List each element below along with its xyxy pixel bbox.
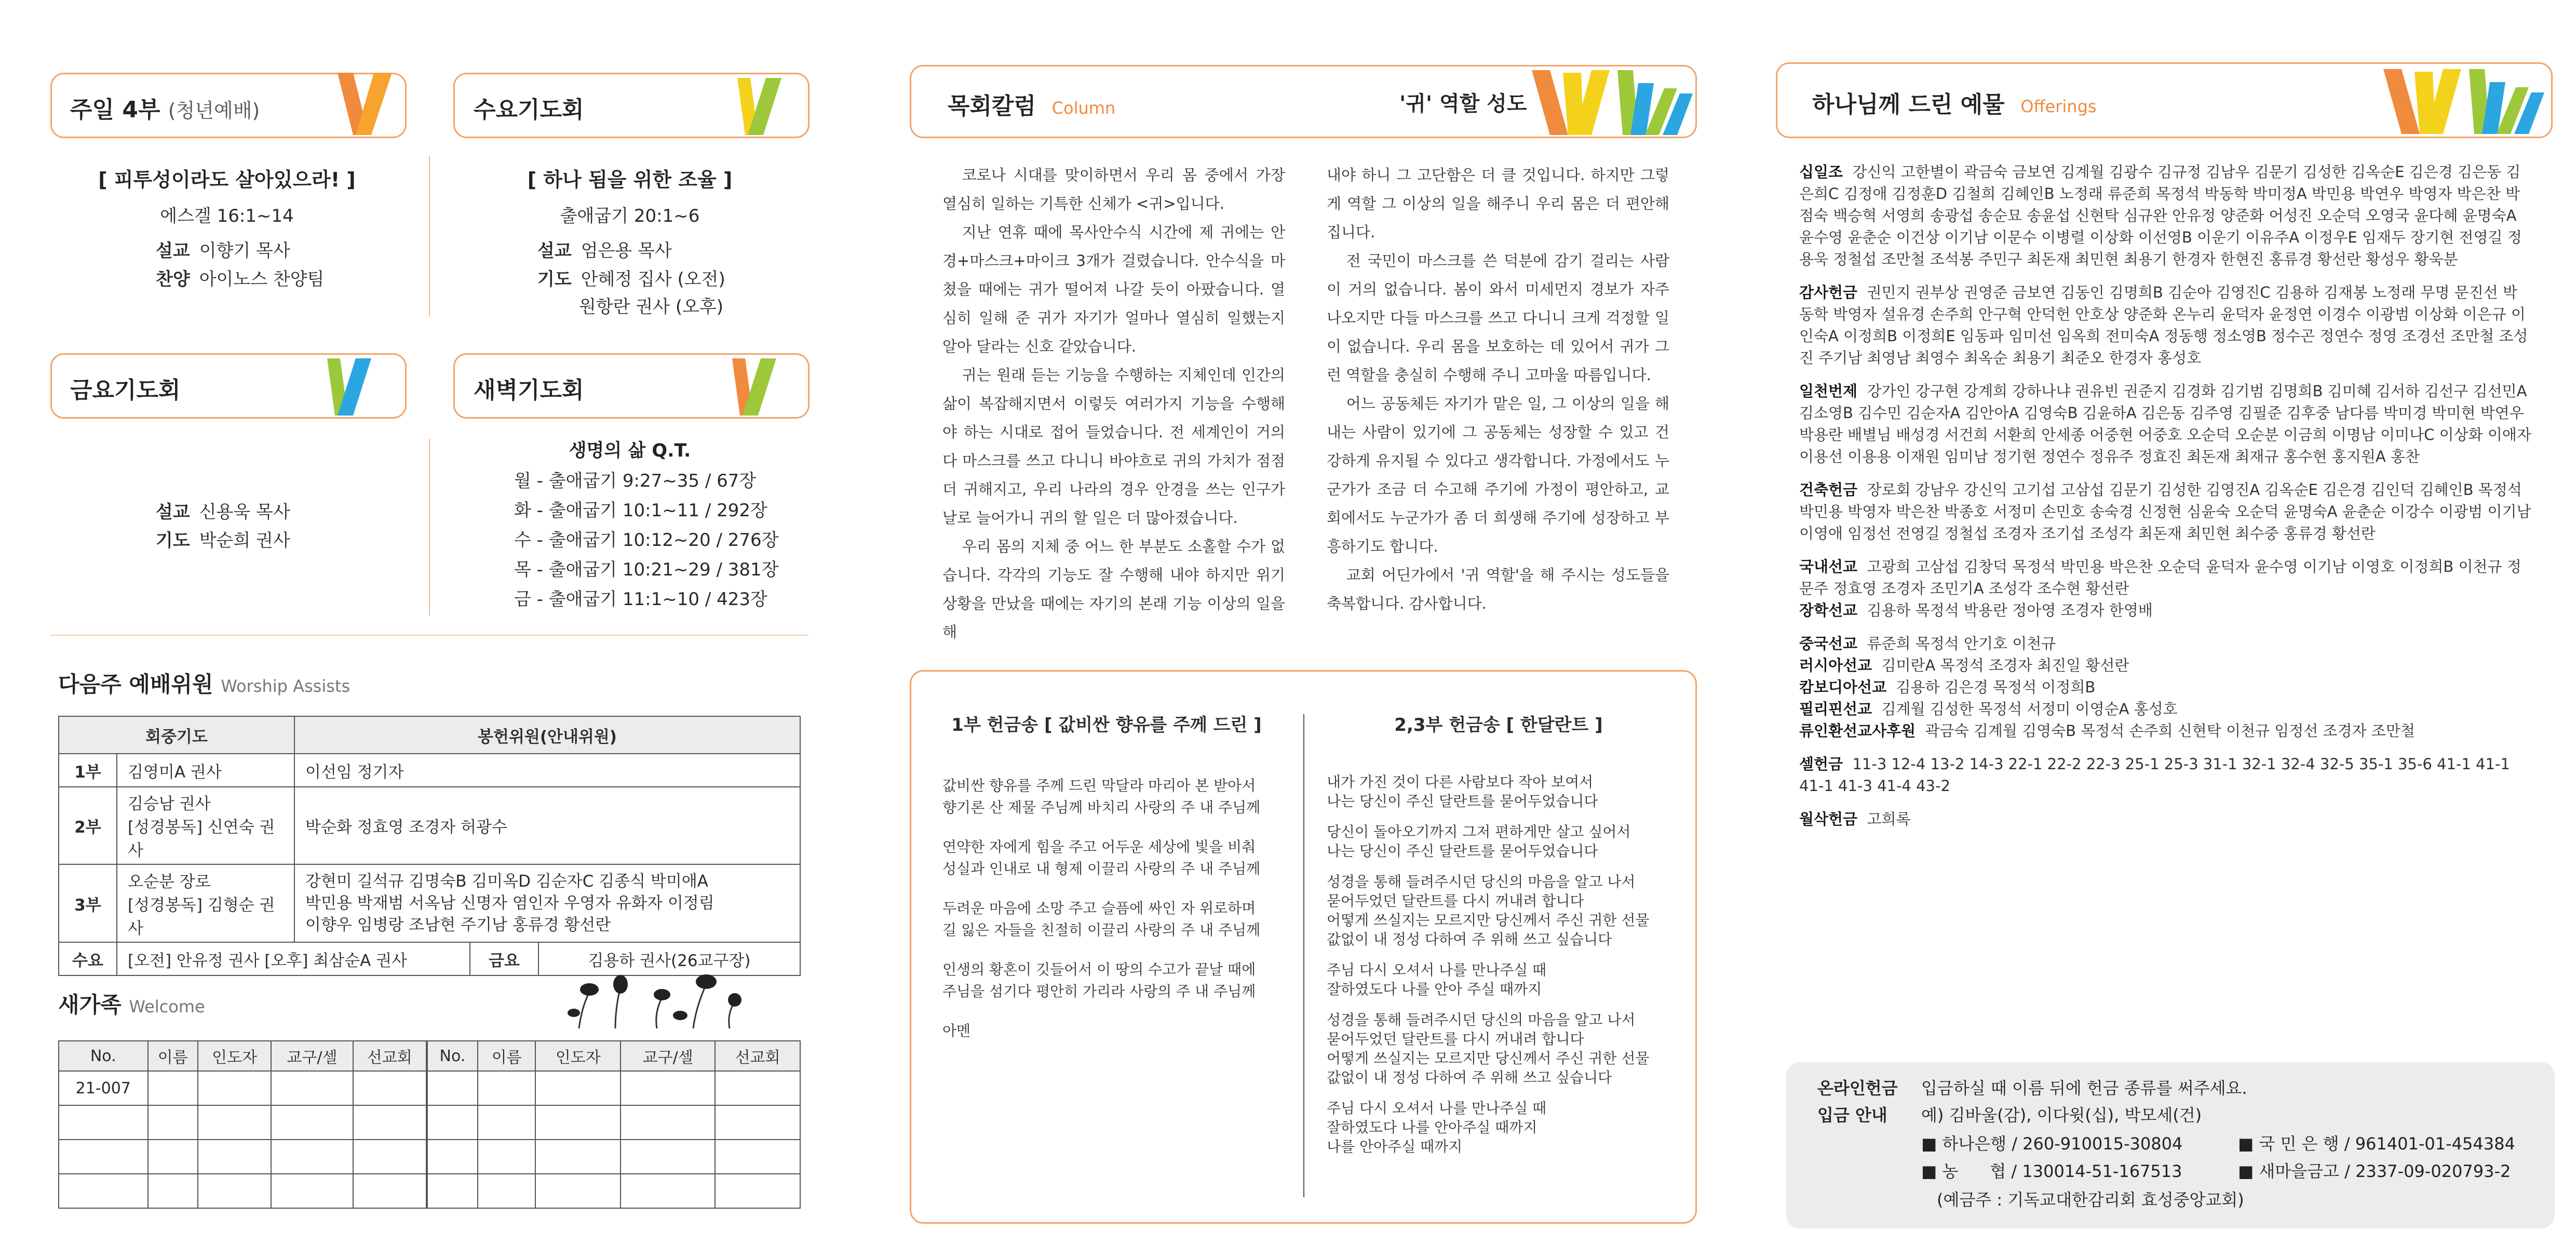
sunday-preacher: 설교 이향기 목사 (156, 240, 290, 261)
offering-entry: 셀헌금 11-3 12-4 13-2 14-3 22-1 22-2 22-3 25-1 25-3 31-1 32-1 32-4 32-5 35-1 35-6 41-1 41-1 41-1 41-3 41-4 43-2 (1799, 755, 2510, 795)
divider (50, 635, 808, 636)
online-label: 온라인헌금 (1817, 1078, 1898, 1098)
wednesday-scripture: 출애굽기 20:1~6 (560, 206, 700, 226)
table-row (427, 1140, 800, 1174)
qt-line: 목 - 출애굽기 10:21~29 / 381장 (514, 559, 779, 580)
sunday-choir: 찬양 아이노스 찬양팀 (156, 269, 325, 290)
wednesday-title: 수요기도회 (474, 97, 584, 123)
offering-entry: 중국선교 류준희 목정석 안기호 이천규 (1799, 635, 2056, 652)
bank-account: ■ 농 협 / 130014-51-167513 (1921, 1161, 2182, 1181)
table-row (59, 1140, 426, 1174)
worship-assists-title: 다음주 예배위원 Worship Assists (58, 672, 350, 697)
table-row (59, 1105, 426, 1140)
welcome-table-left: No. 이름 인도자 교구/셀 선교회 21-007 (58, 1040, 427, 1209)
hymn2-title: 2,3부 헌금송 [ 한달란트 ] (1394, 715, 1603, 735)
table-row (427, 1071, 800, 1105)
stripe-logo-icon (332, 73, 405, 138)
column-title: 목회칼럼 Column (948, 93, 1116, 119)
stripe-logo-icon (2378, 61, 2550, 137)
bank-account: ■ 하나은행 / 260-910015-30804 (1921, 1134, 2183, 1154)
table-row: 2부 김승남 권사 [성경봉독] 신연숙 권사 박순화 정효영 조경자 허광수 (59, 787, 800, 864)
offering-entry: 감사헌금 권민지 권부상 권영준 금보연 김동인 김명희B 김순아 김영진C 김용하 김재봉 노정래 무명 문진선 박동학 박영자 설유경 손주희 안구혁 안덕헌 안호상 양준화 온누리 윤덕자 윤정연 이경수 이광범 이상화 이은규 이인숙A 이정희B 이정희E 임동파 임미선 임옥희 전미숙A 정동행 정소영B 정수곤 정연수 정영 조경선 조만철 조성진 주기남 최영남 최영수 최옥순 최용기 최준오 한경자 홍성호 (1799, 284, 2528, 367)
sunday-scripture: 에스겔 16:1~14 (160, 206, 294, 226)
wednesday-sermon-title: [ 하나 됨을 위한 조율 ] (527, 168, 733, 191)
offering-entry: 필리핀선교 김계월 김성한 목정석 서정미 이영순A 홍성호 (1799, 700, 2178, 718)
offering-entry: 러시아선교 김미란A 목정석 조경자 최진일 황선란 (1799, 657, 2129, 674)
online-instruction: 입금하실 때 이름 뒤에 헌금 종류를 써주세요. (1921, 1078, 2247, 1098)
worship-assists-table (58, 716, 801, 976)
qt-line: 금 - 출애굽기 11:1~10 / 423장 (514, 589, 767, 610)
account-holder: (예금주 : 기독교대한감리회 효성중앙교회) (1937, 1190, 2244, 1210)
bank-account: ■ 국 민 은 행 / 961401-01-454384 (2238, 1134, 2515, 1154)
table-row (59, 1071, 426, 1105)
col-header: 회중기도 (59, 716, 294, 754)
dawn-title: 새벽기도회 (474, 377, 584, 404)
table-row (59, 1174, 426, 1208)
divider (429, 156, 430, 317)
table-row: 1부 김영미A 권사 이선임 정기자 (59, 754, 800, 787)
welcome-table-right: No. 이름 인도자 교구/셀 선교회 (427, 1040, 801, 1209)
qt-line: 월 - 출애굽기 9:27~35 / 67장 (514, 471, 757, 491)
col-header: 봉헌위원(안내위원) (294, 716, 800, 754)
deposit-label: 입금 안내 (1817, 1105, 1887, 1125)
friday-prayer: 기도 박순희 권사 (156, 530, 290, 551)
bank-account: ■ 새마을금고 / 2337-09-020793-2 (2238, 1161, 2511, 1181)
qt-line: 화 - 출애굽기 10:1~11 / 292장 (514, 500, 767, 521)
stripe-logo-icon (317, 353, 384, 418)
stripe-logo-icon (727, 73, 794, 138)
divider (429, 439, 430, 615)
dawn-qt-list (514, 466, 778, 614)
welcome-title: 새가족 Welcome (58, 992, 205, 1018)
offering-entry: 류인환선교사후원 곽금숙 김계월 김영숙B 목정석 손주희 신현탁 이천규 임정선 조경자 조만철 (1799, 722, 2415, 740)
dawn-qt-title: 생명의 삶 Q.T. (569, 440, 691, 461)
table-row (427, 1105, 800, 1140)
wednesday-prayer2: 원항란 권사 (오후) (579, 297, 724, 317)
column-right-text: 내야 하니 그 고단함은 더 클 것입니다. 하지만 그렇게 역할 그 이상의 일을 해주니 우리 몸은 더 편안해집니다. 전 국민이 마스크를 쓴 덕분에 감기 걸리는 사람이 거의 없습니다. 봄이 와서 미세먼지 경보가 자주 나오지만 다들 마스크를 쓰고 다니니 크게 걱정할 일이 없습니다. 우리 몸을 보호하는 데 있어서 귀가 그런 역할을 충실히 수행해 주니 고마울 따름입니다. 어느 공동체든 자기가 맡은 일, 그 이상의 일을 해내는 사람이 있기에 그 공동체는 성장할 수 있고 건강하게 유지될 수 있다고 생각합니다. 가정에서도 누군가가 조금 더 수고해 주기에 가정이 평안하고, 교회에서도 누군가가 좀 더 희생해 주기에 성장하고 부흥하기도 합니다. 교회 어딘가에서 '귀 역할'을 해 주시는 성도들을 축복합니다. 감사합니다. (1327, 166, 1669, 612)
stripe-logo-icon (722, 353, 789, 418)
hymn1-title: 1부 헌금송 [ 값비싼 향유를 주께 드린 ] (951, 715, 1262, 735)
wednesday-preacher: 설교 엄은용 목사 (537, 240, 672, 261)
table-row: 수요 [오전] 안유정 권사 [오후] 최삼순A 권사 금요 김용하 권사(26교구장) (59, 942, 800, 975)
offering-entry: 건축헌금 장로회 강남우 강신익 고기섭 고삼섭 김문기 김성한 김영진A 김옥순E 김은경 김인덕 김혜인B 목정석 박민용 박영자 박은찬 박종호 서정미 손민호 송숙경 신정현 심윤숙 오순덕 윤명숙A 윤춘순 이강수 이광범 이기남 이영애 임정선 전영길 정철섭 조경자 조기섭 조성각 최돈재 최민현 최수중 홍류경 황선란 (1799, 481, 2531, 542)
friday-title: 금요기도회 (70, 377, 181, 404)
sunday-title: 주일 4부 (청년예배) (70, 97, 260, 123)
online-example: 예) 김바울(감), 이다윗(십), 박모세(건) (1921, 1105, 2202, 1125)
wednesday-prayer: 기도 안혜정 집사 (오전) (537, 269, 725, 290)
welcome-no: 21-007 (59, 1071, 148, 1105)
table-row: 3부 오순분 장로 [성경봉독] 김형순 권사 강현미 길석규 김명숙B 김미옥D 김순자C 김종식 박미애A 박민용 박재범 서옥남 신명자 염인자 우영자 유화자 이정림 이향우 임병랑 조남현 주기남 홍류경 황선란 (59, 864, 800, 942)
qt-line: 수 - 출애굽기 10:12~20 / 276장 (514, 530, 779, 551)
friday-preacher: 설교 신용욱 목사 (156, 502, 290, 523)
offering-entry: 일천번제 강가인 강구현 강계희 강하나냐 권유빈 권준지 김경화 김기범 김명희B 김미혜 김서하 김선구 김선민A 김소영B 김수민 김순자A 김안아A 김영숙B 김윤하A 김은동 김주영 김필준 김후중 남다름 박미경 박미현 박연우 박용란 배별님 배성경 서건희 서환희 안세종 어중현 어중호 오순덕 오순분 이금희 이명남 이미나C 이상화 이애자 이용선 이용용 이재원 임미남 정기현 정연수 정유주 정효진 최돈재 최재규 홍수현 홍지원A 홍찬 (1799, 382, 2531, 465)
divider (1303, 714, 1304, 1197)
offering-entry: 캄보디아선교 김용하 김은경 목정석 이정희B (1799, 678, 2096, 696)
table-row (427, 1174, 800, 1208)
offerings-title: 하나님께 드린 예물 Offerings (1812, 91, 2097, 118)
flower-decoration-icon (558, 966, 750, 1034)
sunday-sermon-title: [ 피투성이라도 살아있으라! ] (98, 168, 356, 191)
hymn2-lyrics: 내가 가진 것이 다른 사람보다 작아 보여서 나는 당신이 주신 달란트를 묻어두었습니다 당신이 돌아오기까지 그저 편하게만 살고 싶어서 나는 당신이 주신 달란트를 묻어두었습니다 성경을 통해 들려주시던 당신의 마음을 알고 나서 묻어두었던 달란트를 다시 꺼내려 합니다 어떻게 쓰실지는 모르지만 당신께서 주신 귀한 선물 값없이 내 정성 다하여 주 위해 쓰고 싶습니다 주님 다시 오셔서 나를 만나주실 때 잘하였도다 나를 안아 주실 때까지 성경을 통해 들려주시던 당신의 마음을 알고 나서 묻어두었던 달란트를 다시 꺼내려 합니다 어떻게 쓰실지는 모르지만 당신께서 주신 귀한 선물 값없이 내 정성 다하여 주 위해 쓰고 싶습니다 주님 다시 오셔서 나를 만나주실 때 잘하였도다 나를 안아주실 때까지 나를 안아주실 때까지 (1327, 773, 1650, 1155)
offering-entry: 월삭헌금 고희록 (1799, 810, 1911, 828)
offering-entry: 국내선교 고광희 고삼섭 김창덕 목정석 박민용 박은찬 오순덕 윤덕자 윤수영 이기남 이영호 이정희B 이천규 정문주 정효영 조경자 조민기A 조성각 조수현 황선란 (1799, 558, 2521, 597)
hymn1-lyrics: 값비싼 향유를 주께 드린 막달라 마리아 본 받아서 향기론 산 제물 주님께 바치리 사랑의 주 내 주님께 연약한 자에게 힘을 주고 어두운 세상에 빛을 비춰 성실과 인내로 내 형제 이끌리 사랑의 주 내 주님께 두려운 마음에 소망 주고 슬픔에 싸인 자 위로하며 길 잃은 자들을 친절히 이끌리 사랑의 주 내 주님께 인생의 황혼이 깃들어서 이 땅의 수고가 끝날 때에 주님을 섬기다 평안히 가리라 사랑의 주 내 주님께 아멘 (942, 777, 1261, 1039)
offering-entry: 십일조 강신익 고한별이 곽금숙 금보연 김계월 김광수 김규정 김남우 김문기 김성한 김옥순E 김은경 김은동 김은희C 김정애 김정훈D 김철희 김혜인B 노정래 류준희 목정석 박동학 박미정A 박민용 박연우 박영자 박은찬 박점숙 백승혁 서영희 송광섭 송순묘 송윤섭 신현탁 심규완 안유정 양준화 어성진 오순덕 오영국 윤다혜 윤명숙A 윤수영 윤춘순 이건상 이기남 이문수 이병렬 이상화 이선영B 이운기 이유주A 이정우E 임재두 장기현 전영길 정용욱 정철섭 조만철 조석봉 주민구 최돈재 최민현 최용기 한경자 한현진 홍류경 황선란 황성우 황욱분 (1799, 163, 2522, 268)
column-subject: '귀' 역할 성도 (1399, 92, 1527, 116)
offering-entry: 장학선교 김용하 목정석 박용란 정아영 조경자 한영배 (1799, 601, 2153, 619)
stripe-logo-icon (1527, 62, 1698, 138)
offerings-list (1799, 161, 2531, 841)
column-left-text: 코로나 시대를 맞이하면서 우리 몸 중에서 가장 열심히 일하는 기특한 신체가 <귀>입니다. 지난 연휴 때에 목사안수식 시간에 제 귀에는 안경+마스크+마이크 3개가 걸렸습니다. 안수식을 마쳤을 때에는 귀가 떨어져 나갈 듯이 아팠습니다. 열심히 일해 준 귀가 자기가 얼마나 열심히 일했는지 알아 달라는 신호 같았습니다. 귀는 원래 듣는 기능을 수행하는 지체인데 인간의 삶이 복잡해지면서 이렇듯 여러가지 기능을 수행해야 하는 시대로 접어 들었습니다. 전 세계인이 거의 다 마스크를 쓰고 다니니 바야흐로 귀의 가치가 점점 더 귀해지고, 우리 나라의 경우 안경을 쓰는 인구가 날로 늘어가니 귀의 할 일은 더 많아졌습니다. 우리 몸의 지체 중 어느 한 부분도 소홀할 수가 없습니다. 각각의 기능도 잘 수행해 내야 하지만 위기 상황을 만났을 때에는 자기의 본래 기능 이상의 일을 해 (942, 166, 1285, 641)
